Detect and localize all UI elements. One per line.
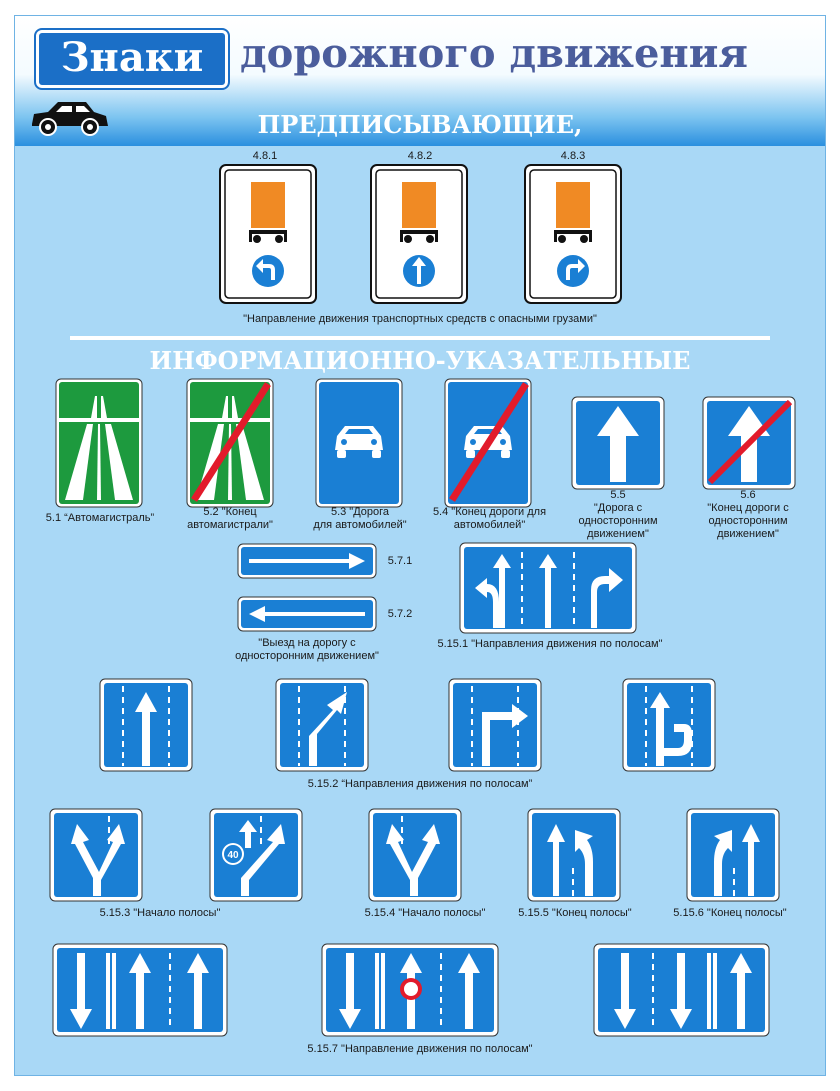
section-title-informational: ИНФОРМАЦИОННО-УКАЗАТЕЛЬНЫЕ [149, 346, 691, 375]
sign-5-15-2-lane-u-turn [622, 678, 716, 772]
label-5-7-caption [217, 637, 397, 663]
label-5-5-line2: "Дорога с [593, 502, 643, 514]
label-5-4-line2: автомобилей" [453, 519, 526, 531]
label-5-6 [688, 489, 808, 541]
sign-4-8-3-dangerous-goods-right [524, 164, 622, 304]
sign-5-15-5-lane-end [527, 808, 621, 902]
section-title-prescriptive: ПРЕДПИСЫВАЮЩИЕ, [257, 110, 583, 139]
label-5-3-line2: для автомобилей" [313, 519, 407, 531]
label-5-15-2: 5.15.2 “Направления движения по полосам” [307, 778, 533, 790]
label-5-4 [422, 506, 557, 532]
label-5-6-line2: "Конец дороги с [707, 502, 789, 514]
sign-5-15-6-lane-end-left [686, 808, 780, 902]
sign-5-15-1-lane-directions [459, 542, 637, 634]
label-5-15-1: 5.15.1 "Направления движения по полосам" [437, 638, 663, 650]
sign-5-15-3-lane-start-right [49, 808, 143, 902]
sign-5-3-road-for-cars [315, 378, 403, 508]
sign-5-7-1-exit-one-way-right [237, 543, 377, 579]
sign-5-15-7-two-way-lanes [52, 943, 228, 1037]
sign-code-4-8-1: 4.8.1 [252, 150, 278, 162]
sign-5-6-end-of-one-way-road [702, 396, 796, 490]
label-5-7-2: 5.7.2 [387, 608, 413, 620]
label-5-3 [300, 506, 420, 532]
label-5-15-5: 5.15.5 "Конец полосы" [518, 907, 632, 919]
label-5-2 [175, 506, 285, 532]
label-5-7-caption-line1: "Выезд на дорогу с [258, 637, 356, 649]
sign-5-4-end-of-road-for-cars [444, 378, 532, 508]
label-5-7-caption-line2: односторонним движением" [235, 650, 379, 662]
label-5-5 [563, 489, 673, 541]
sign-5-1-motorway [55, 378, 143, 508]
label-5-15-6: 5.15.6 "Конец полосы" [673, 907, 787, 919]
sign-5-15-3-lane-start-speed [209, 808, 303, 902]
sign-5-15-7-two-way-lanes-reverse [593, 943, 770, 1037]
label-5-7-1: 5.7.1 [387, 555, 413, 567]
sign-5-15-2-lane-right-diagonal [275, 678, 369, 772]
label-5-3-line1: 5.3 "Дорога [330, 506, 390, 518]
sign-5-15-2-lane-straight [99, 678, 193, 772]
label-5-5-line4: движением" [587, 528, 649, 540]
label-5-4-line1: 5.4 "Конец дороги для [432, 506, 547, 518]
caption-dangerous-goods: "Направление движения транспортных средств с опасными грузами" [243, 313, 597, 325]
sign-code-4-8-3: 4.8.3 [560, 150, 586, 162]
label-5-6-line1: 5.6 [740, 489, 756, 501]
section-divider [70, 336, 770, 340]
sign-5-7-2-exit-one-way-left [237, 596, 377, 632]
label-5-15-4: 5.15.4 "Начало полосы" [364, 907, 486, 919]
sign-5-15-4-lane-start-left [368, 808, 462, 902]
title-badge-text: Знаки [60, 34, 204, 81]
title-badge [36, 30, 228, 88]
sign-code-4-8-2: 4.8.2 [407, 150, 433, 162]
sign-5-15-2-lane-right-turn [448, 678, 542, 772]
label-5-2-line1: 5.2 "Конец [203, 506, 257, 518]
label-5-5-line3: односторонним [578, 515, 658, 527]
sign-5-2-end-of-motorway [186, 378, 274, 508]
label-5-5-line1: 5.5 [610, 489, 626, 501]
sign-5-15-7-two-way-lanes-no-entry [321, 943, 499, 1037]
sign-4-8-2-dangerous-goods-straight [370, 164, 468, 304]
label-5-2-line2: автомагистрали" [187, 519, 273, 531]
sign-5-5-one-way-road [571, 396, 665, 490]
speed-limit-value: 40 [227, 850, 239, 861]
label-5-15-3: 5.15.3 "Начало полосы" [99, 907, 221, 919]
label-5-6-line4: движением" [717, 528, 779, 540]
label-5-6-line3: односторонним [708, 515, 788, 527]
label-5-15-7: 5.15.7 "Направление движения по полосам" [307, 1043, 533, 1055]
page-title: дорожного движения [240, 30, 748, 77]
sign-4-8-1-dangerous-goods-left [219, 164, 317, 304]
label-5-1: 5.1 “Автомагистраль” [45, 512, 155, 524]
